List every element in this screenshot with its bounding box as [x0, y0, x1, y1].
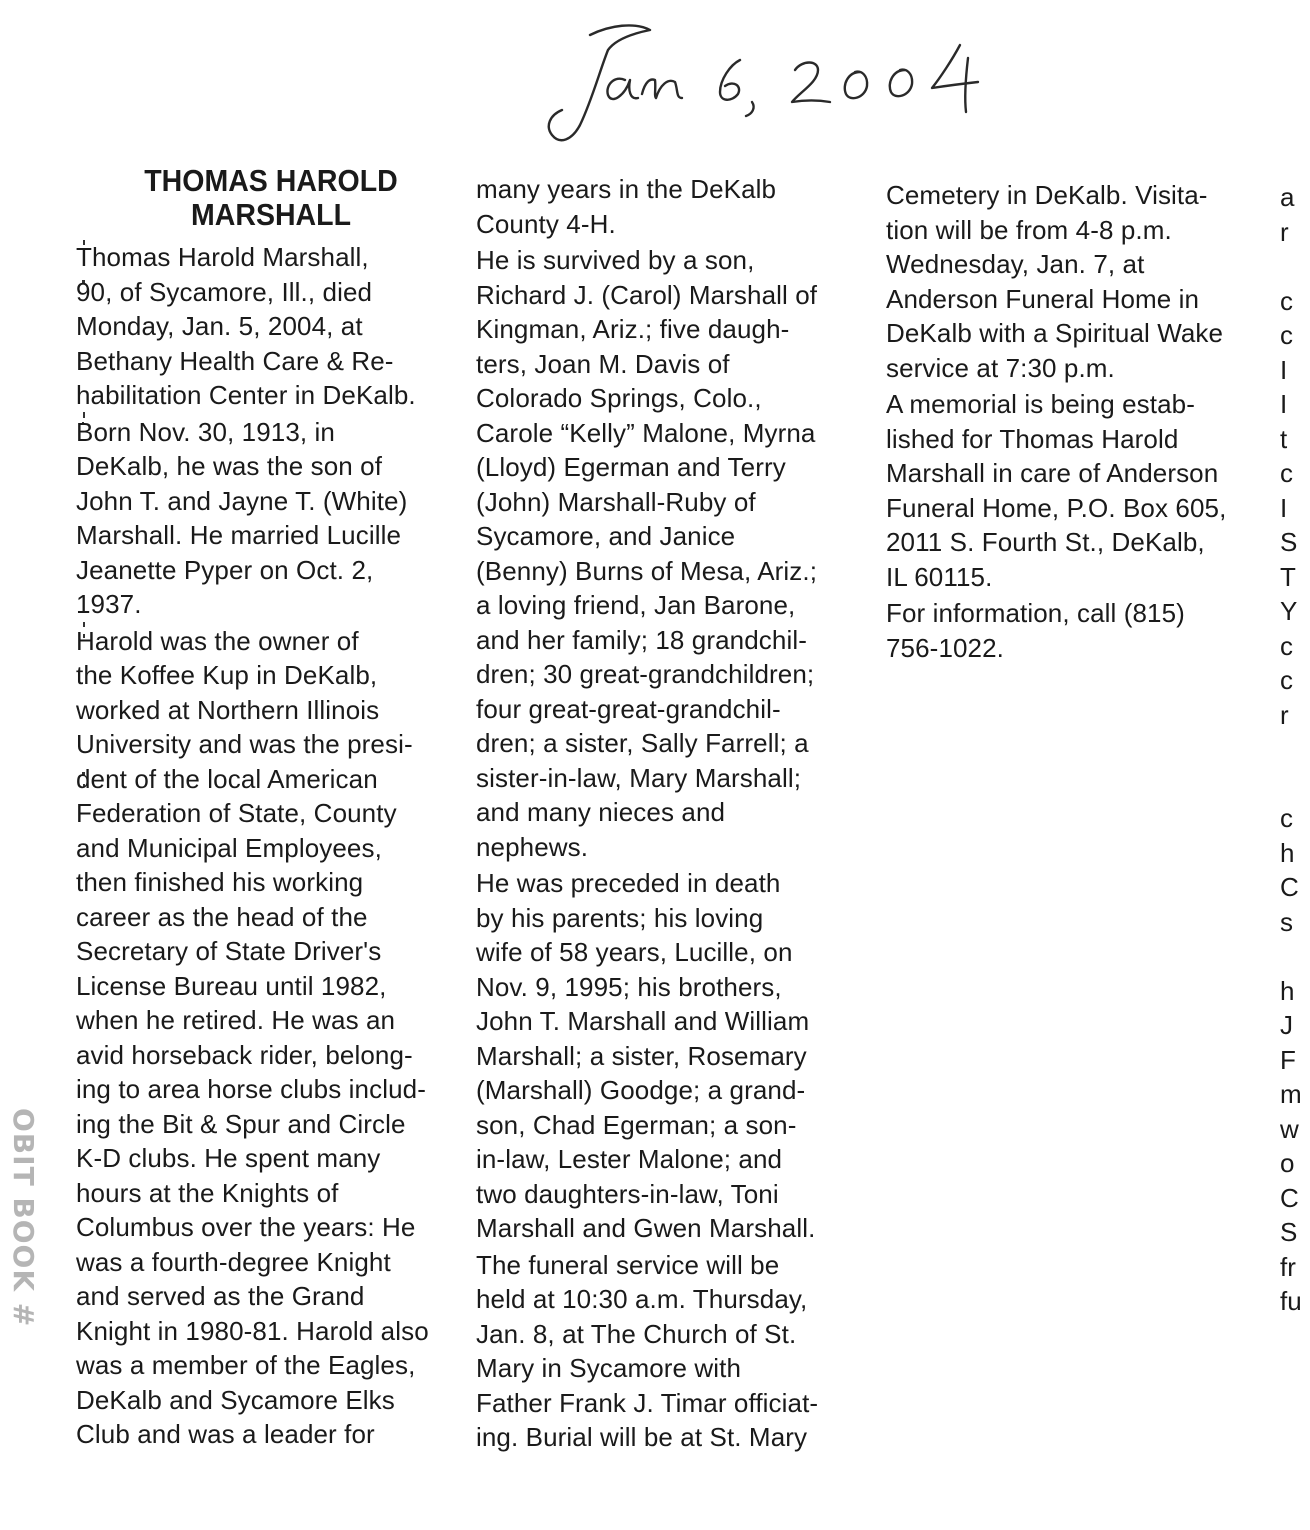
- edge-letter: I: [1280, 354, 1288, 385]
- edge-letter: fr: [1280, 1251, 1296, 1282]
- edge-letter: J: [1280, 1010, 1293, 1040]
- edge-letter: F: [1280, 1044, 1296, 1075]
- edge-letter: I: [1280, 389, 1288, 419]
- paragraph-survivors: He is survived by a son, Richard J. (Carol) Marshall of Kingman, Ariz.; five daugh- ters, Joan M. Davis of Colorado Springs, Colo., Carole “Kelly” Malone, Myrna (Lloyd) Egerman and Terry (John) Marshall-Ruby of Sycamore, and Janice (Benny) Burns of Mesa, Ariz.; a loving friend, Jan Barone, and her family; 18 grandchil- dren; 30 great-grandchildren; four great-great-grandchil- dren; a sister, Sally Farrell; a sister-in-law, Mary Marshall; and many nieces and nephews.: [476, 245, 818, 862]
- cropped-adjacent-column: [1280, 180, 1310, 1319]
- obituary-column-3: [886, 178, 1266, 665]
- edge-letter: c: [1280, 665, 1293, 695]
- edge-letter: T: [1280, 561, 1296, 592]
- paragraph-visitation: Cemetery in DeKalb. Visita- tion will be from 4-8 p.m. Wednesday, Jan. 7, at Anderson Funeral Home in DeKalb with a Spiritual Wake service at 7:30 p.m.: [886, 180, 1224, 383]
- headline: THOMAS HAROLD MARSHALL: [144, 163, 398, 232]
- edge-letter: C: [1280, 1182, 1299, 1213]
- edge-letter: c: [1280, 458, 1293, 488]
- edge-letter: m: [1280, 1079, 1302, 1109]
- paragraph-career: Harold was the owner of the Koffee Kup in DeKalb, worked at Northern Illinois University and was the presi- dent of the local American Federation of State, County and Municipal Employees, then finished his working career as the head of the Secretary of State Driver's License Bureau until 1982, when he retired. He was an avid horseback rider, belong- ing to area horse clubs includ- ing the Bit & Spur and Circle K-D clubs. He spent many hours at the Knights of Columbus over the years: He was a fourth-degree Knight and served as the Grand Knight in 1980-81. Harold also was a member of the Eagles, DeKalb and Sycamore Elks Club and was a leader for: [76, 625, 429, 1449]
- paragraph-funeral: The funeral service will be held at 10:30 a.m. Thursday, Jan. 8, at The Church of St. Mary in Sycamore with Father Frank J. Timar officiat- ing. Burial will be at St. Mary: [476, 1249, 819, 1452]
- edge-letter: S: [1280, 527, 1298, 557]
- stamp-text: OBIT BOOK #: [7, 1108, 40, 1328]
- edge-letter: h: [1280, 975, 1295, 1006]
- edge-letter: [1280, 249, 1310, 284]
- edge-letter: r: [1280, 699, 1289, 730]
- edge-letter: fu: [1280, 1286, 1302, 1316]
- paragraph-preceded: He was preceded in death by his parents; his loving wife of 58 years, Lucille, on Nov. 9, 1995; his brothers, John T. Marshall and William Marshall; a sister, Rosemary (Marshall) Goodge; a grand- son, Chad Egerman; a son- in-law, Lester Malone; and two daughters-in-law, Toni Marshall and Gwen Marshall.: [476, 868, 816, 1243]
- edge-letter: c: [1280, 320, 1293, 350]
- edge-letter: S: [1280, 1217, 1298, 1247]
- edge-letter: I: [1280, 492, 1288, 523]
- edge-letter: r: [1280, 216, 1289, 247]
- edge-letter: o: [1280, 1148, 1295, 1178]
- edge-letter: C: [1280, 872, 1299, 902]
- edge-letter: s: [1280, 906, 1293, 937]
- obituary-column-1: [76, 240, 456, 1452]
- edge-letter: h: [1280, 837, 1295, 868]
- paragraph-information: For information, call (815) 756-1022.: [886, 598, 1185, 663]
- edge-letter: Y: [1280, 596, 1298, 626]
- edge-letter: c: [1280, 630, 1293, 661]
- edge-letter: w: [1280, 1113, 1299, 1144]
- obituary-column-2: [476, 172, 861, 1455]
- edge-letter: [1280, 767, 1310, 802]
- edge-letter: c: [1280, 285, 1293, 316]
- paragraph-death-notice: Thomas Harold Marshall, 90, of Sycamore, Ill., died Monday, Jan. 5, 2004, at Bethany Health Care & Re- habilitation Center in DeKalb.: [76, 242, 416, 410]
- handwritten-date: [520, 10, 1020, 160]
- edge-letter: a: [1280, 182, 1295, 212]
- paragraph-career-continued: many years in the DeKalb County 4-H.: [476, 174, 777, 239]
- edge-letter: [1280, 732, 1310, 767]
- edge-letter: t: [1280, 423, 1288, 454]
- edge-letter: c: [1280, 803, 1293, 833]
- paragraph-memorial: A memorial is being estab- lished for Thomas Harold Marshall in care of Anderson Funeral Home, P.O. Box 605, 2011 S. Fourth St., DeKalb, IL 60115.: [886, 389, 1227, 592]
- obit-book-stamp: [0, 1108, 46, 1348]
- paragraph-birth: Born Nov. 30, 1913, in DeKalb, he was the son of John T. and Jayne T. (White) Marshall. He married Lucille Jeanette Pyper on Oct. 2, 1937.: [76, 416, 408, 619]
- edge-letter: [1280, 939, 1310, 974]
